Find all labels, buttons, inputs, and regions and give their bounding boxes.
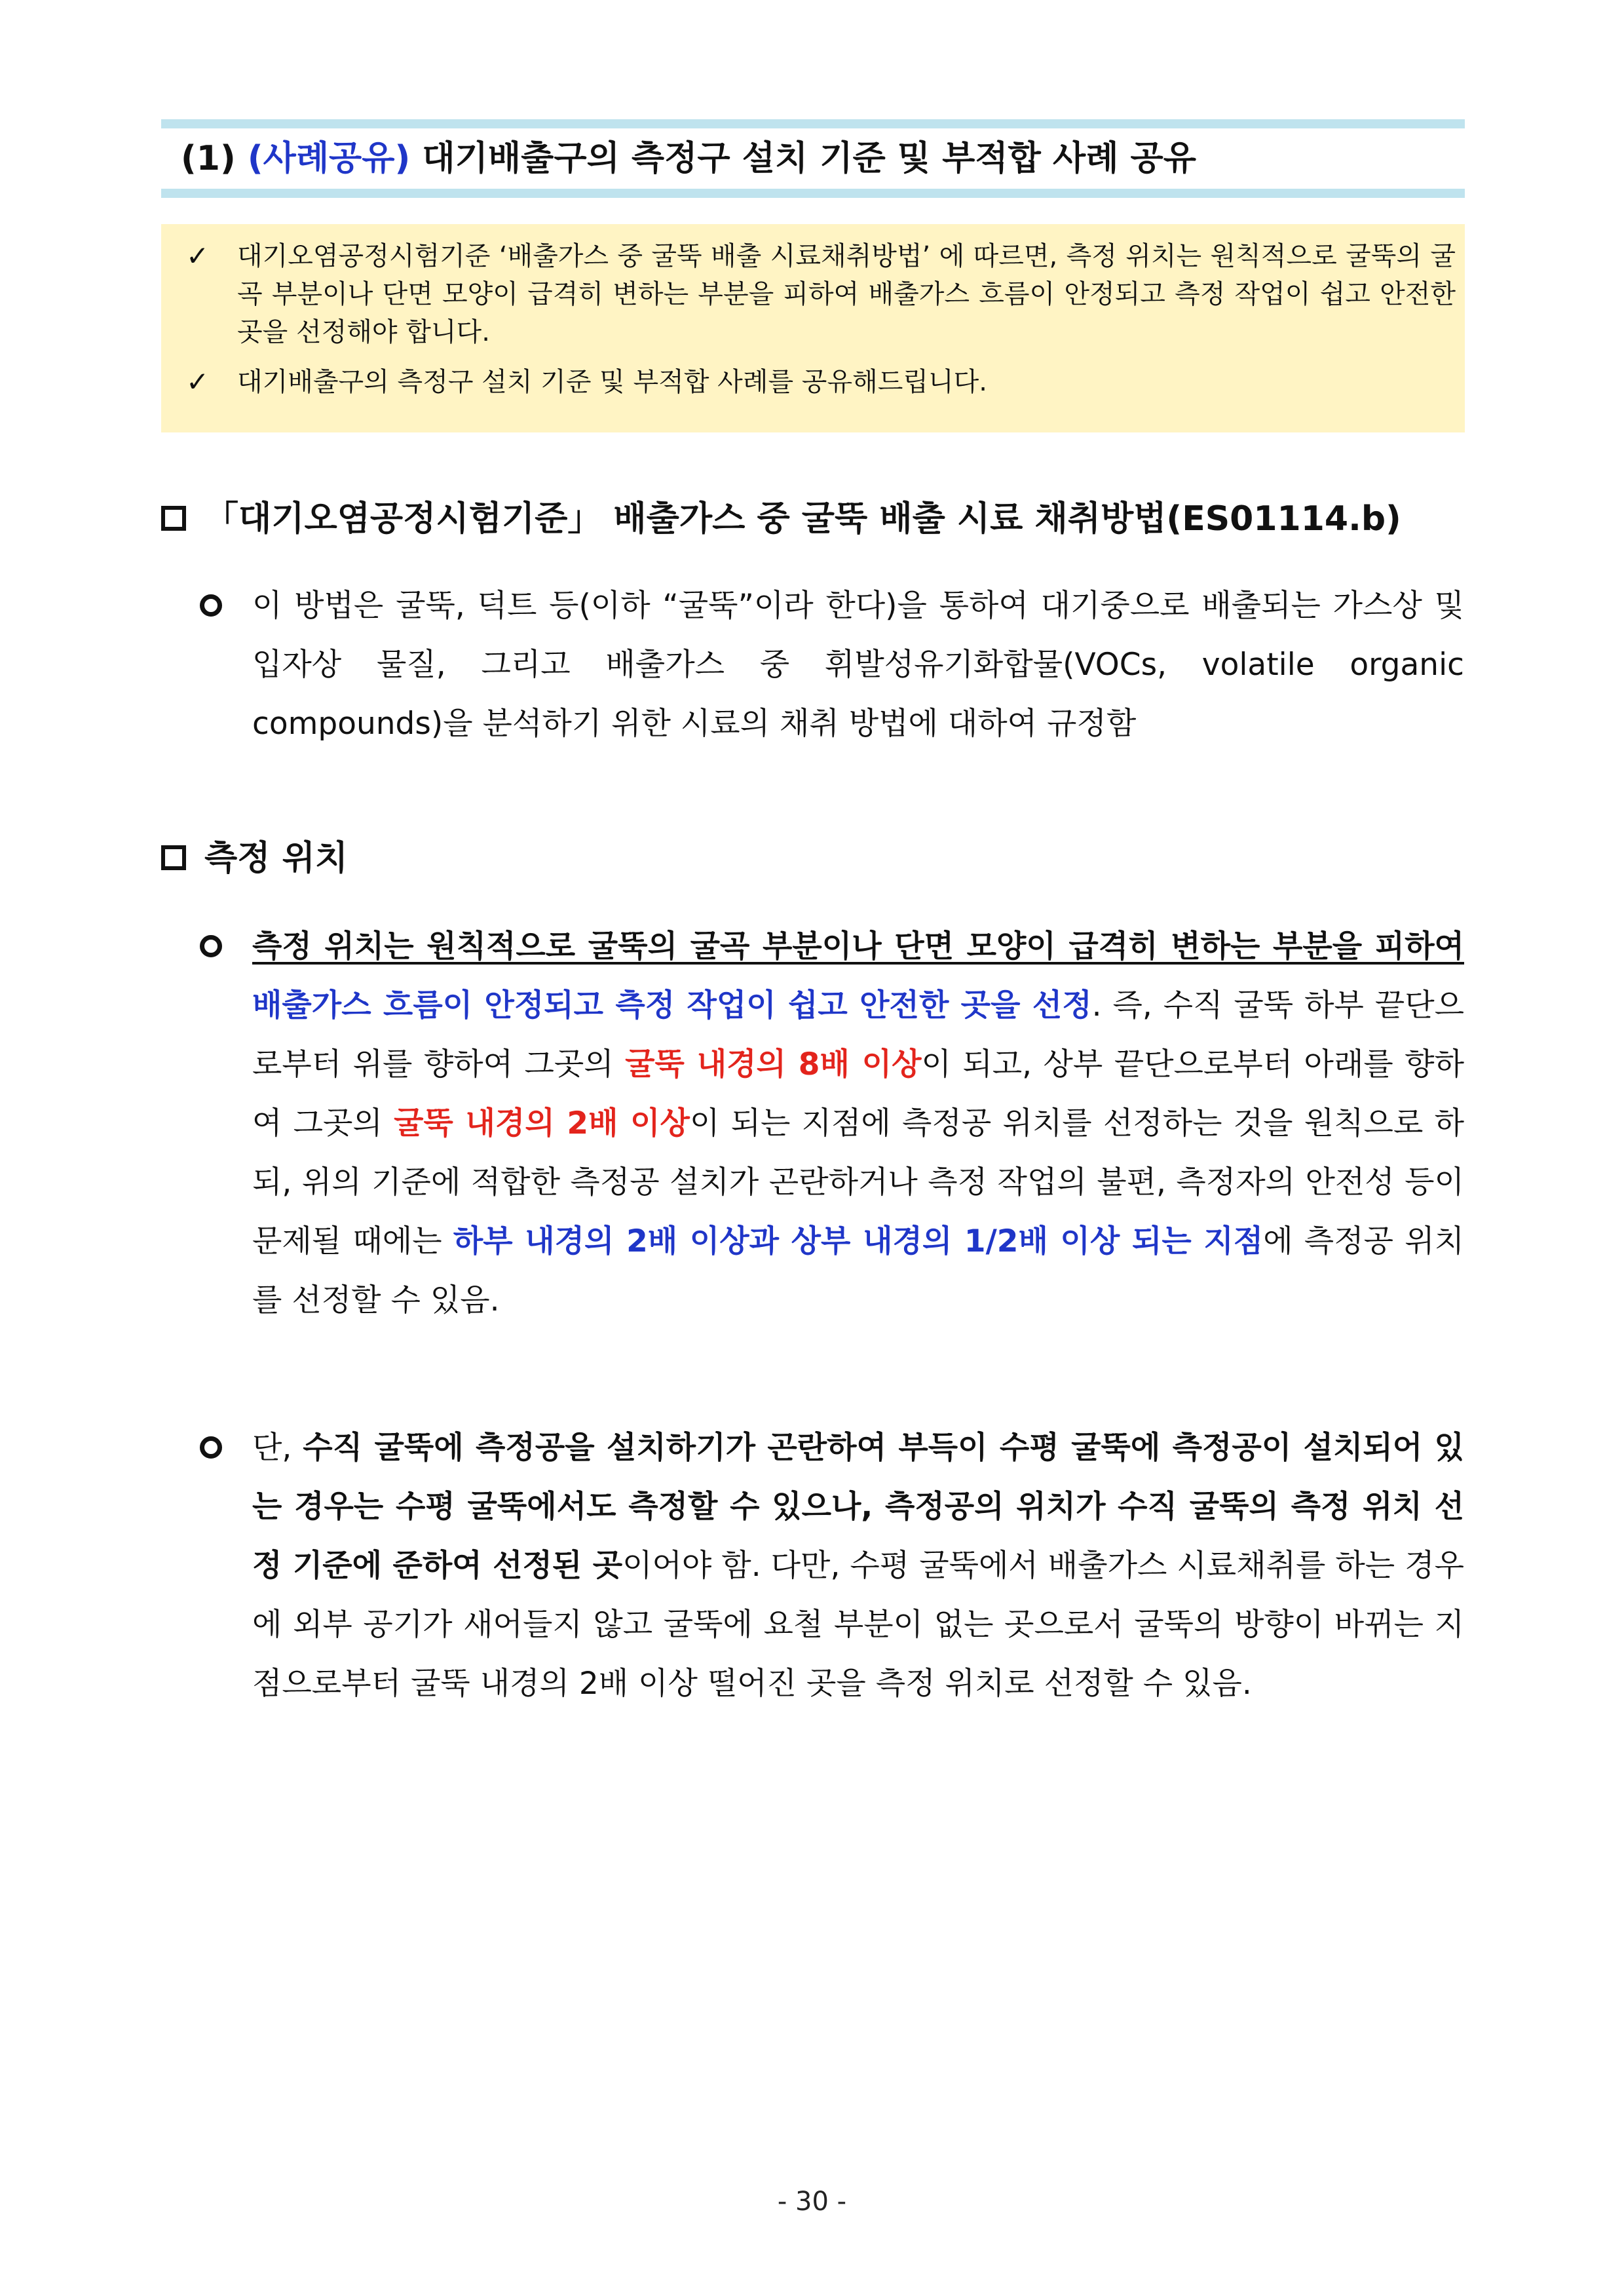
text-segment: 에 측정공 위치를 선정할 수 있음.: [252, 1223, 1465, 1318]
text-segment: 이 되고, 상부 끝단으로부터 아래를 향하여 그곳의: [252, 1046, 1464, 1141]
summary-item: [186, 363, 1456, 401]
summary-item-text: 대기배출구의 측정구 설치 기준 및 부적합 사례를 공유해드립니다.: [237, 367, 987, 397]
text-segment: 이 되는 지점에 측정공 위치를 선정하는 것을 원칙으로 하되, 위의 기준에 적합한 측정공 설치가 곤란하거나 측정 작업의 불편, 측정자의 안전성 등이 문제될 때에는: [252, 1105, 1464, 1259]
title-tag: (사례공유): [247, 139, 411, 178]
red-emphasis: 굴뚝 내경의 2배 이상: [394, 1105, 690, 1141]
circle-bullet-icon: [200, 594, 222, 617]
title-bar-top: [161, 119, 1465, 128]
title-text: 대기배출구의 측정구 설치 기준 및 부적합 사례 공유: [422, 139, 1197, 178]
paragraph-text: [252, 1419, 1464, 1713]
paragraph-text: [252, 917, 1464, 1330]
summary-item-text: 대기오염공정시험기준 ‘배출가스 중 굴뚝 배출 시료채취방법’ 에 따르면, 측정 위치는 원칙적으로 굴뚝의 굴곡 부분이나 단면 모양이 급격히 변하는 부분을 피하여 배출가스 흐름이 안정되고 측정 작업이 쉽고 안전한 곳을 선정해야 합니다.: [237, 241, 1456, 347]
section-heading-measurement-location: [161, 832, 1471, 885]
bold-emphasis: 수직 굴뚝에 측정공을 설치하기가 곤란하여 부득이 수평 굴뚝에 측정공이 설치되어 있는 경우는 수평 굴뚝에서도 측정할 수 있으나, 측정공의 위치가 수직 굴뚝의 측정 위치 선정 기준에 준하여 선정된 곳: [252, 1430, 1464, 1584]
section-heading-text: 「대기오염공정시험기준」 배출가스 중 굴뚝 배출 시료 채취방법(ES01114.b): [204, 499, 1401, 539]
checkbox-square-icon: [161, 506, 186, 531]
circle-bullet-icon: [200, 1436, 222, 1459]
measurement-location-paragraph: [200, 917, 1464, 1330]
summary-box: [161, 224, 1465, 432]
blue-emphasis: 하부 내경의 2배 이상과 상부 내경의 1/2배 이상 되는 지점: [453, 1223, 1264, 1259]
horizontal-stack-paragraph: [200, 1419, 1464, 1713]
text-segment: . 즉, 수직 굴뚝 하부 끝단으로부터 위를 향하여 그곳의: [252, 987, 1464, 1082]
underlined-rule: 측정 위치는 원칙적으로 굴뚝의 굴곡 부분이나 단면 모양이 급격히 변하는 부분을 피하여: [252, 928, 1464, 965]
page-number: - 30 -: [777, 2187, 847, 2217]
red-emphasis: 굴뚝 내경의 8배 이상: [625, 1046, 922, 1082]
page-title: [181, 134, 1196, 183]
section-heading-text: 측정 위치: [204, 839, 349, 878]
summary-item: [186, 237, 1456, 351]
blue-emphasis: 배출가스 흐름이 안정되고 측정 작업이 쉽고 안전한 곳을 선정: [252, 987, 1092, 1024]
method-description-paragraph: [200, 577, 1464, 754]
check-icon: ✓: [186, 366, 210, 398]
check-icon: ✓: [186, 240, 210, 272]
text-segment: 단,: [252, 1430, 303, 1466]
circle-bullet-icon: [200, 935, 222, 957]
text-segment: 이어야 함. 다만, 수평 굴뚝에서 배출가스 시료채취를 하는 경우에 외부 공기가 새어들지 않고 굴뚝에 요철 부분이 없는 곳으로서 굴뚝의 방향이 바뀌는 지점으로부터 굴뚝 내경의 2배 이상 떨어진 곳을 측정 위치로 선정할 수 있음.: [252, 1548, 1465, 1702]
paragraph-text: 이 방법은 굴뚝, 덕트 등(이하 “굴뚝”이라 한다)을 통하여 대기중으로 배출되는 가스상 및 입자상 물질, 그리고 배출가스 중 휘발성유기화합물(VOCs, volatile organic compounds)을 분석하기 위한 시료의 채취 방법에 대하여 규정함: [252, 588, 1464, 742]
checkbox-square-icon: [161, 845, 186, 870]
title-bar-bottom: [161, 189, 1465, 198]
title-band: [161, 119, 1465, 198]
section-heading-sampling-method: [161, 493, 1471, 545]
title-number: (1): [181, 139, 236, 178]
